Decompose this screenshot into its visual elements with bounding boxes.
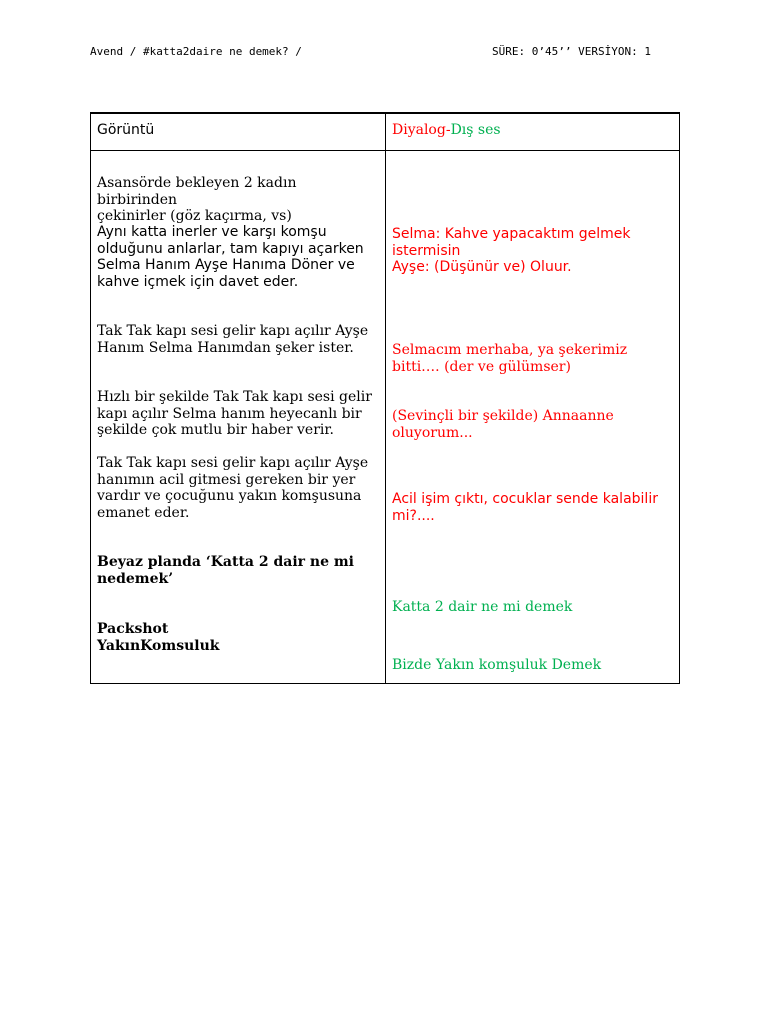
dialog-column-cell (386, 151, 680, 684)
dialog-line-2: Selmacım merhaba, ya şekerimiz bitti…. (der ve gülümser) (392, 342, 628, 375)
script-table (90, 112, 680, 684)
scene-description-1: Asansörde bekleyen 2 kadın birbirinden çekinirler (göz kaçırma, vs) (97, 175, 297, 224)
dialog-label: Diyalog- (392, 122, 451, 138)
dialog-line-1: Selma: Kahve yapacaktım gelmek istermisin Ayşe: (Düşünür ve) Oluur. (392, 226, 631, 275)
dialog-line-4: Acil işim çıktı, cocuklar sende kalabilir mi?.... (392, 491, 658, 524)
document-header-right: SÜRE: 0’45’’ VERSİYON: 1 (492, 45, 651, 58)
scene-description-4: Hızlı bir şekilde Tak Tak kapı sesi gelir kapı açılır Selma hanım heyecanlı bir şekilde çok mutlu bir haber verir. (97, 389, 372, 438)
visual-column-cell (91, 151, 386, 684)
document-header-left: Avend / #katta2daire ne demek? / (90, 45, 302, 58)
voiceover-label: Dış ses (450, 122, 501, 138)
column-title-visual: Görüntü (97, 122, 155, 138)
dialog-line-3: (Sevinçli bir şekilde) Annaanne oluyorum... (392, 408, 614, 441)
table-header-row (91, 113, 680, 151)
voiceover-line-2: Bizde Yakın komşuluk Demek (392, 657, 602, 673)
column-title-dialog (392, 122, 673, 139)
scene-description-2: Aynı katta inerler ve karşı komşu olduğunu anlarlar, tam kapıyı açarken Selma Hanım Ayşe Hanıma Döner ve kahve içmek için davet eder. (97, 224, 364, 290)
scene-description-packshot: Packshot YakınKomsuluk (97, 621, 220, 654)
voiceover-line-1: Katta 2 dair ne mi demek (392, 599, 573, 615)
header-cell-dialog (386, 113, 680, 151)
header-cell-visual (91, 113, 386, 151)
scene-description-3: Tak Tak kapı sesi gelir kapı açılır Ayşe Hanım Selma Hanımdan şeker ister. (97, 323, 369, 356)
scene-description-6: Beyaz planda ‘Katta 2 dair ne mi nedemek’ (97, 554, 354, 587)
table-body-row (91, 151, 680, 684)
scene-description-5: Tak Tak kapı sesi gelir kapı açılır Ayşe hanımın acil gitmesi gereken bir yer vardır ve çocuğunu yakın komşusuna emanet eder. (97, 455, 369, 521)
